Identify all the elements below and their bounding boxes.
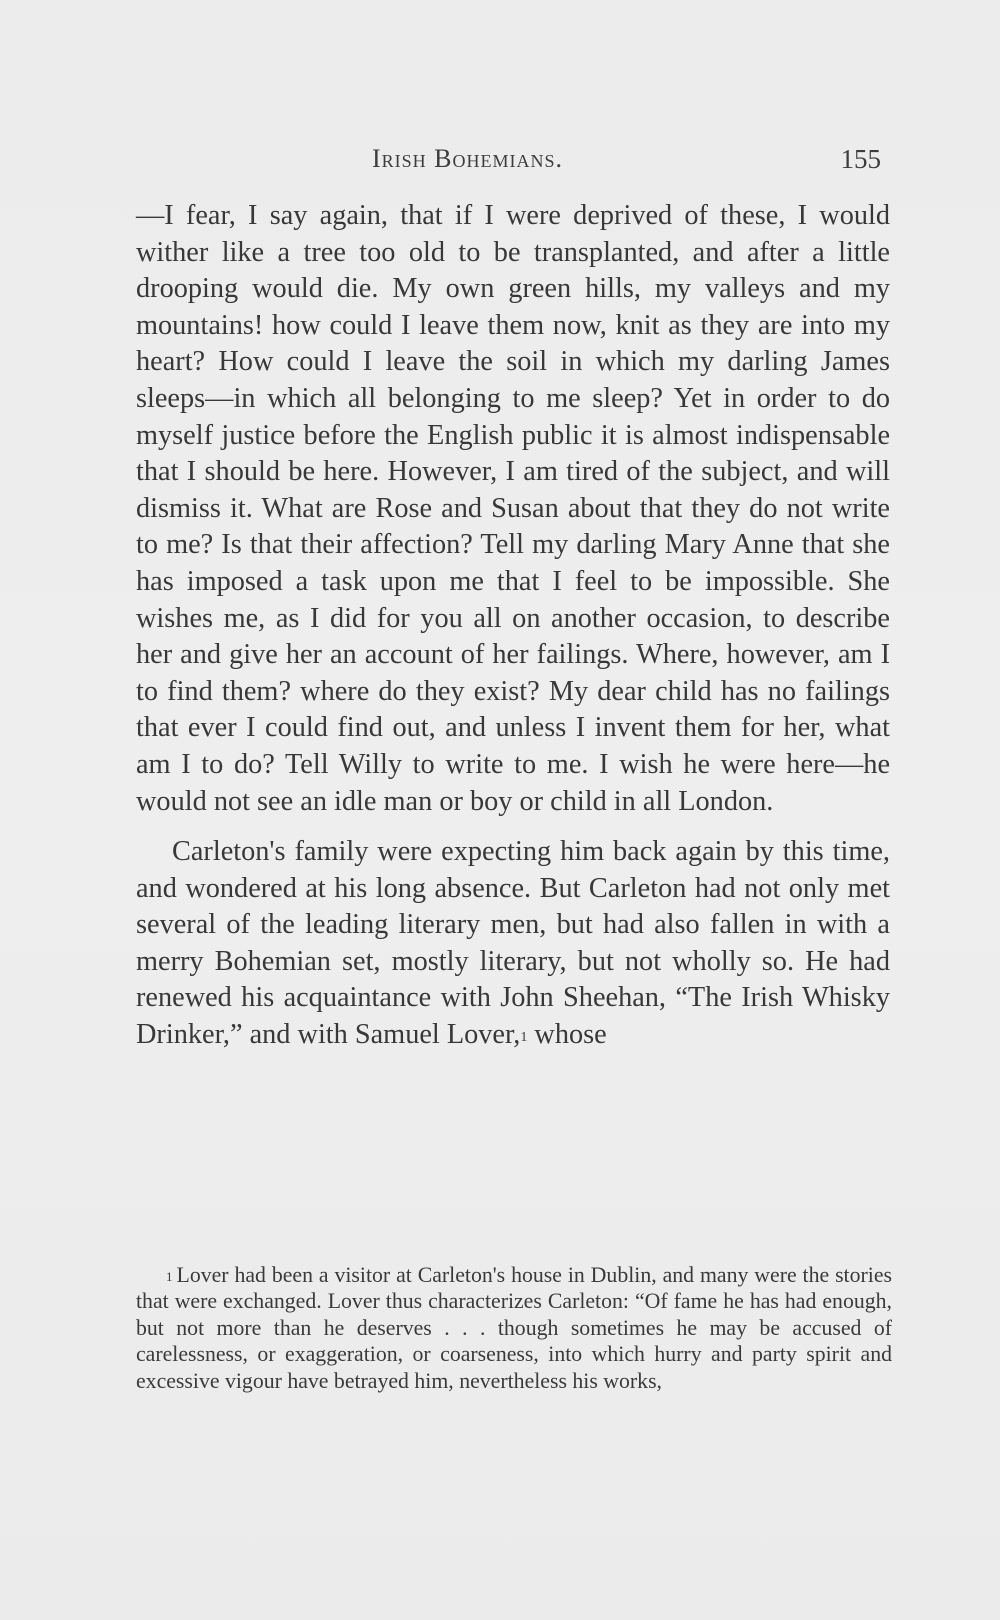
paragraph-narrative: [136, 834, 890, 1054]
main-text: [136, 198, 890, 1054]
footnote-marker: 1: [166, 1269, 173, 1284]
page-header: [136, 140, 881, 180]
page-number: 155: [840, 144, 881, 174]
footnote-text: Lover had been a visitor at Carleton's house in Dublin, and many were the stories that were exchanged. Lover thus characterizes Carleton: “Of fame he has had enough, but not more than he deserves . . . though sometimes he may be accused of carelessness, or exaggeration, or coarseness, into which hurry and party spirit and excessive vigour have betrayed him, nevertheless his works,: [136, 1263, 892, 1393]
footnote-reference: 1: [520, 1030, 528, 1046]
paragraph-letter-excerpt: —I fear, I say again, that if I were deprived of these, I would wither like a tree too old to be transplanted, and after a little drooping would die. My own green hills, my valleys and my mountains! how could I leave them now, knit as they are into my heart? How could I leave the soil in which my darling James sleeps—in which all belonging to me sleep? Yet in order to do myself justice before the English public it is almost indispensable that I should be here. However, I am tired of the subject, and will dismiss it. What are Rose and Susan about that they do not write to me? Is that their affection? Tell my darling Mary Anne that she has imposed a task upon me that I feel to be impossible. She wishes me, as I did for you all on another occasion, to describe her and give her an account of her failings. Where, however, am I to find them? where do they exist? My dear child has no failings that ever I could find out, and unless I invent them for her, what am I to do? Tell Willy to write to me. I wish he were here—he would not see an idle man or boy or child in all London.: [136, 200, 890, 817]
footnote: [136, 1262, 892, 1394]
paragraph-narrative-end: whose: [527, 1019, 607, 1051]
running-head: Irish Bohemians.: [372, 144, 564, 173]
paragraph-narrative-text: Carleton's family were expecting him back again by this time, and wondered at his long absence. But Carleton had not only met several of the leading literary men, but had also fallen in with a merry Bohemian set, mostly literary, but not wholly so. He had renewed his acquaintance with John Sheehan, “The Irish Whisky Drinker,” and with Samuel Lover,: [136, 836, 890, 1051]
